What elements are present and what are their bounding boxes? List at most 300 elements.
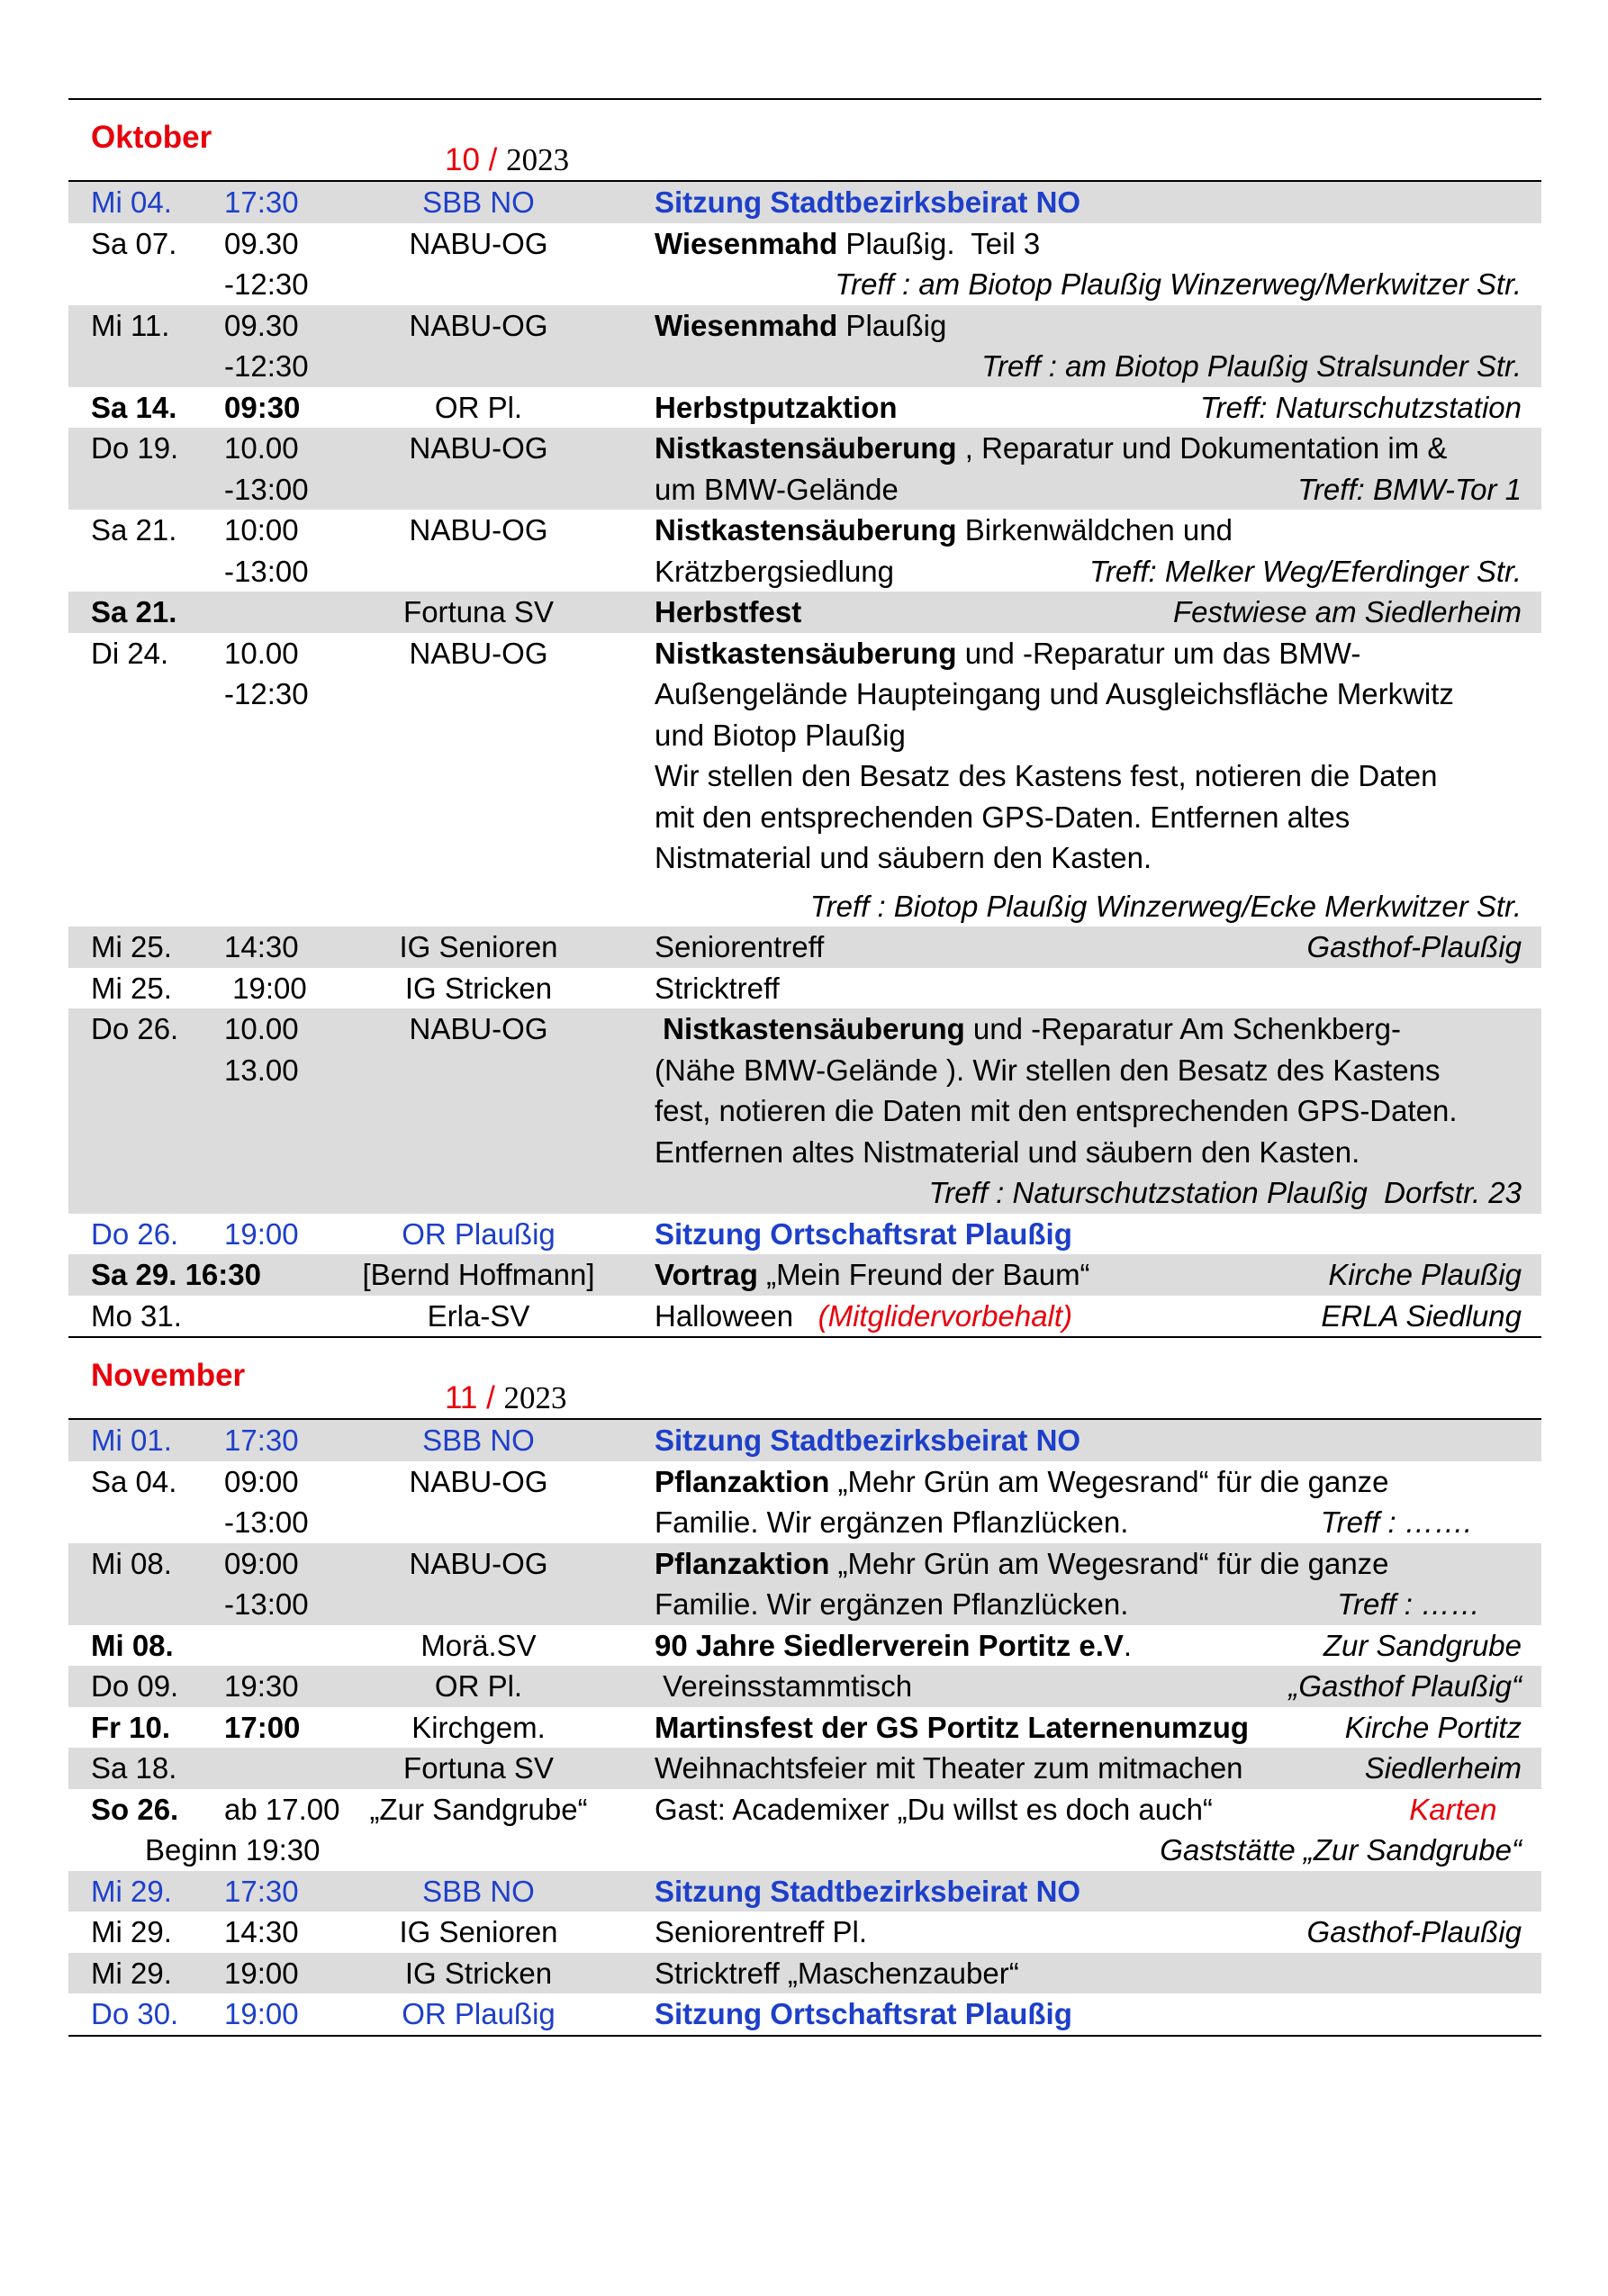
description-left	[655, 1254, 1090, 1296]
description-text: Familie. Wir ergänzen Pflanzlücken.	[655, 1505, 1129, 1539]
description-text-rest: , Reparatur und Dokumentation im &	[956, 431, 1448, 465]
description-line	[655, 551, 1522, 592]
event-time-line: 09:30	[224, 390, 301, 424]
meeting-place: Treff : Naturschutzstation Plaußig Dorfstr. 23	[928, 1176, 1522, 1209]
event-time	[188, 592, 319, 633]
event-time	[188, 428, 319, 510]
event-time	[188, 1214, 319, 1255]
description-text: Nistkastensäuberung	[655, 1012, 965, 1045]
event-description	[638, 592, 1541, 633]
month-year: 2023	[503, 1380, 567, 1415]
event-time-line: 19:00	[224, 1997, 299, 2030]
event-day: Do 30.	[91, 1997, 179, 2030]
event-description	[638, 1953, 1541, 1994]
description-line	[655, 1254, 1522, 1296]
description-text: Nistkastensäuberung	[655, 431, 957, 465]
description-text: Nistkastensäuberung	[655, 636, 957, 670]
description-line	[655, 1830, 1522, 1871]
description-left	[655, 1543, 1389, 1585]
month-name: Oktober	[91, 120, 212, 155]
event-time-line: 17:30	[224, 185, 299, 219]
description-left	[655, 1584, 1128, 1625]
description-text-rest: „Mein Freund der Baum“	[757, 1258, 1090, 1291]
description-text: Sitzung Stadtbezirksbeirat NO	[655, 1424, 1081, 1457]
table-row	[68, 592, 1541, 633]
event-description	[638, 223, 1541, 305]
event-organizer: „Zur Sandgrube“	[369, 1792, 588, 1826]
description-line	[655, 510, 1522, 551]
description-line	[655, 346, 1522, 387]
event-day: Sa 18.	[91, 1751, 177, 1785]
event-time-line: 19:30	[224, 1669, 299, 1703]
event-day: Mi 08.	[91, 1628, 174, 1662]
event-time-line: -12:30	[224, 677, 309, 710]
table-row	[68, 1625, 1541, 1667]
event-description	[638, 1543, 1541, 1625]
event-day: Mi 25.	[91, 971, 172, 1005]
event-description	[638, 927, 1541, 968]
description-line	[655, 469, 1522, 511]
event-organizer: OR Plaußig	[402, 1997, 556, 2030]
description-left	[655, 633, 1360, 674]
description-left	[655, 1050, 1440, 1091]
event-day: Mi 29.	[91, 1956, 172, 1990]
month-number: 11	[445, 1380, 478, 1415]
description-left	[655, 1132, 1360, 1173]
description-left	[655, 551, 894, 592]
table-row	[68, 1789, 1541, 1871]
description-left	[655, 223, 1040, 265]
meeting-place: Kirche Portitz	[1344, 1710, 1522, 1744]
description-line	[655, 633, 1522, 674]
description-line	[655, 1584, 1522, 1625]
meeting-place: Kirche Plaußig	[1328, 1258, 1522, 1291]
table-row	[68, 633, 1541, 927]
description-left	[655, 927, 824, 968]
event-time-line: -12:30	[224, 267, 309, 301]
event-time-line: ab 17.00	[224, 1792, 340, 1826]
description-line	[655, 1090, 1522, 1132]
description-line	[655, 182, 1522, 223]
event-description	[638, 633, 1541, 927]
description-left	[655, 1953, 1019, 1994]
description-line	[655, 1172, 1522, 1214]
description-left	[655, 387, 898, 429]
description-text: Sitzung Ortschaftsrat Plaußig	[655, 1997, 1072, 2030]
description-text: (Nähe BMW-Gelände ). Wir stellen den Besatz des Kastens	[655, 1053, 1441, 1087]
table-row	[68, 1993, 1541, 2035]
description-text: Weihnachtsfeier mit Theater zum mitmachen	[655, 1751, 1243, 1785]
event-day: Mi 11.	[91, 308, 170, 342]
description-line	[655, 673, 1522, 715]
event-day: Sa 29. 16:30	[91, 1258, 261, 1291]
event-time	[145, 1789, 340, 1871]
event-organizer: NABU-OG	[409, 513, 548, 547]
event-description	[638, 1461, 1541, 1543]
event-day: Mi 29.	[91, 1915, 172, 1948]
event-organizer: Fortuna SV	[403, 595, 554, 628]
description-line	[655, 1707, 1522, 1749]
description-line	[655, 1953, 1522, 1994]
description-line	[655, 886, 1522, 927]
event-day: Mi 25.	[91, 930, 172, 963]
table-row	[68, 1543, 1541, 1625]
meeting-place: Treff: BMW-Tor 1	[1297, 472, 1522, 506]
description-line	[655, 264, 1522, 305]
table-row	[68, 1214, 1541, 1255]
event-description	[638, 1871, 1541, 1912]
event-time	[188, 1625, 319, 1667]
month-code	[445, 1380, 567, 1416]
description-left	[655, 968, 780, 1009]
description-left	[655, 1666, 912, 1707]
event-time	[188, 633, 319, 927]
description-text: Pflanzaktion	[655, 1464, 830, 1498]
description-text: 90 Jahre Siedlerverein Portitz e.V	[655, 1628, 1124, 1662]
description-line	[655, 837, 1522, 879]
description-text: Nistmaterial und säubern den Kasten.	[655, 841, 1152, 874]
event-description	[638, 1707, 1541, 1749]
event-organizer: Fortuna SV	[403, 1751, 554, 1785]
table-row	[68, 1707, 1541, 1749]
description-text-rest: und -Reparatur um das BMW-	[956, 636, 1361, 670]
meeting-place: „Gasthof Plaußig“	[1288, 1669, 1522, 1703]
meeting-place: ERLA Siedlung	[1321, 1298, 1522, 1333]
event-time-line: 19:00	[224, 1956, 299, 1990]
description-text: Außengelände Haupteingang und Ausgleichsfläche Merkwitz	[655, 677, 1454, 710]
description-left	[655, 1625, 1132, 1667]
event-time	[188, 1953, 319, 1994]
description-line	[655, 1871, 1522, 1912]
event-time	[188, 1008, 319, 1214]
event-time-line: -12:30	[224, 349, 309, 383]
description-line	[655, 1502, 1522, 1543]
description-text: Gast: Academixer „Du willst es doch auch“	[655, 1792, 1213, 1826]
description-left	[655, 1912, 867, 1953]
description-text: Herbstfest	[655, 595, 802, 628]
month-name: November	[91, 1358, 246, 1393]
description-left	[655, 1707, 1249, 1749]
event-time-line: 17:00	[224, 1710, 301, 1744]
table-row	[68, 1254, 1541, 1296]
event-time	[188, 1871, 319, 1912]
event-time-line: 17:30	[224, 1874, 299, 1908]
meeting-place: Zur Sandgrube	[1323, 1628, 1522, 1662]
member-note: (Mitglidervorbehalt)	[818, 1298, 1073, 1333]
event-start-time: Beginn 19:30	[145, 1833, 321, 1867]
description-text: Wiesenmahd	[655, 308, 838, 342]
description-text: und Biotop Plaußig	[655, 718, 906, 752]
meeting-place: Treff : …….	[1320, 1505, 1522, 1539]
description-left	[655, 755, 1437, 797]
description-text-rest: Plaußig	[837, 308, 947, 342]
description-left	[655, 1008, 1401, 1050]
event-day: Do 26.	[91, 1216, 179, 1251]
meeting-place: Treff: Melker Weg/Eferdinger Str.	[1089, 554, 1522, 588]
table-row	[68, 1296, 1541, 1337]
event-time-line: -13:00	[224, 1587, 309, 1621]
table-row	[68, 428, 1541, 510]
event-time-line: -13:00	[224, 1505, 309, 1539]
month-header	[68, 1338, 1541, 1418]
description-text: Stricktreff	[655, 971, 780, 1005]
event-day: Do 09.	[91, 1669, 179, 1703]
event-time-line: 19:00	[224, 1216, 299, 1251]
event-description	[638, 968, 1541, 1009]
description-left	[655, 510, 1233, 551]
event-time-line: 09.30	[224, 226, 299, 260]
description-line	[655, 715, 1522, 756]
description-line	[655, 1789, 1522, 1830]
meeting-place: Treff : am Biotop Plaußig Winzerweg/Merkwitzer Str.	[835, 267, 1522, 301]
meeting-place: Treff : Biotop Plaußig Winzerweg/Ecke Merkwitzer Str.	[809, 889, 1522, 923]
month-header	[68, 100, 1541, 180]
description-text: Familie. Wir ergänzen Pflanzlücken.	[655, 1587, 1129, 1621]
table-row	[68, 223, 1541, 305]
description-left	[655, 1789, 1213, 1830]
event-time	[188, 968, 319, 1009]
month-year: 2023	[506, 142, 570, 177]
event-description	[638, 1912, 1541, 1953]
description-line	[655, 1132, 1522, 1173]
description-line	[655, 387, 1522, 429]
description-text: Sitzung Stadtbezirksbeirat NO	[655, 1874, 1081, 1908]
description-text: Pflanzaktion	[655, 1546, 830, 1580]
month-code	[445, 142, 569, 178]
event-time	[188, 1666, 319, 1707]
event-description	[638, 1008, 1541, 1214]
event-time	[188, 1993, 319, 2035]
event-time	[188, 1912, 319, 1953]
description-text: Nistkastensäuberung	[655, 513, 957, 547]
description-left	[655, 1748, 1243, 1789]
event-time	[188, 510, 319, 592]
event-organizer: NABU-OG	[409, 1464, 548, 1498]
description-left	[655, 1214, 1072, 1255]
description-text: Krätzbergsiedlung	[655, 554, 894, 588]
event-time	[188, 1296, 319, 1337]
table-row	[68, 510, 1541, 592]
event-organizer: IG Stricken	[404, 971, 553, 1005]
event-organizer: Morä.SV	[420, 1628, 537, 1662]
description-left	[655, 837, 1152, 879]
description-line	[655, 1050, 1522, 1091]
description-text: Sitzung Stadtbezirksbeirat NO	[655, 185, 1081, 219]
description-line	[655, 1420, 1522, 1461]
meeting-place: Gaststätte „Zur Sandgrube“	[1160, 1833, 1522, 1867]
description-line	[655, 797, 1522, 838]
event-organizer: IG Senioren	[399, 930, 558, 963]
description-left	[655, 182, 1080, 223]
description-text-rest: „Mehr Grün am Wegesrand“ für die ganze	[829, 1546, 1389, 1580]
event-description	[638, 1296, 1541, 1337]
event-description	[638, 1625, 1541, 1667]
event-description	[638, 1748, 1541, 1789]
event-organizer: NABU-OG	[409, 226, 548, 260]
description-line	[655, 1625, 1522, 1667]
event-organizer: IG Senioren	[399, 1915, 558, 1948]
event-organizer: Kirchgem.	[411, 1710, 546, 1744]
description-text-rest: .	[1123, 1628, 1133, 1662]
event-day: Sa 07.	[91, 226, 177, 260]
event-time	[188, 1420, 319, 1461]
event-time-line: 14:30	[224, 930, 299, 963]
description-text: Entfernen altes Nistmaterial und säubern den Kasten.	[655, 1134, 1360, 1169]
event-description	[638, 1993, 1541, 2035]
event-time-line: 10:00	[224, 513, 299, 547]
table-row	[68, 305, 1541, 387]
event-organizer: [Bernd Hoffmann]	[362, 1258, 595, 1291]
description-text: um BMW-Gelände	[655, 472, 899, 506]
description-left	[655, 592, 801, 633]
table-row	[68, 1461, 1541, 1543]
description-left	[655, 1090, 1458, 1132]
description-text-rest: und -Reparatur Am Schenkberg-	[964, 1012, 1402, 1045]
description-text: Vortrag	[655, 1258, 758, 1291]
event-time-line: 19:00	[224, 971, 307, 1005]
meeting-place: Gasthof-Plaußig	[1306, 930, 1522, 963]
event-organizer: NABU-OG	[409, 308, 548, 342]
table-row	[68, 1420, 1541, 1461]
event-time	[188, 223, 319, 305]
description-line	[655, 1296, 1522, 1337]
description-line	[655, 1912, 1522, 1953]
description-text: mit den entsprechenden GPS-Daten. Entfernen altes	[655, 800, 1351, 834]
event-time	[188, 1707, 319, 1749]
event-day: Mi 08.	[91, 1546, 172, 1580]
table-row	[68, 968, 1541, 1009]
description-text: Wiesenmahd	[655, 226, 838, 260]
event-organizer: NABU-OG	[409, 636, 548, 670]
event-day: Di 24.	[91, 636, 169, 670]
event-day: Sa 14.	[91, 390, 177, 424]
description-text: fest, notieren die Daten mit den entsprechenden GPS-Daten.	[655, 1094, 1458, 1127]
event-time-line: 10.00	[224, 431, 299, 465]
event-organizer: SBB NO	[422, 185, 535, 219]
event-day: Sa 21.	[91, 513, 177, 547]
description-line	[655, 1543, 1522, 1585]
event-organizer: OR Pl.	[434, 1669, 523, 1703]
meeting-place: Gasthof-Plaußig	[1306, 1915, 1522, 1948]
event-time-line: 10.00	[224, 1012, 299, 1045]
description-left	[655, 1871, 1080, 1912]
tickets-note: Karten	[1409, 1792, 1522, 1826]
table-row	[68, 1912, 1541, 1953]
event-day: Do 26.	[91, 1012, 179, 1045]
description-line	[655, 305, 1522, 347]
table-row	[68, 182, 1541, 223]
meeting-place: Siedlerheim	[1364, 1751, 1522, 1785]
meeting-place: Treff: Naturschutzstation	[1199, 390, 1522, 424]
event-organizer: SBB NO	[422, 1874, 535, 1908]
event-time-line: 14:30	[224, 1915, 299, 1948]
event-description	[638, 510, 1541, 592]
description-left	[655, 1461, 1389, 1503]
description-text: Halloween	[655, 1298, 818, 1333]
event-time	[188, 1748, 319, 1789]
event-description	[638, 1214, 1541, 1255]
event-time-line: -13:00	[224, 554, 309, 588]
description-text-rest: „Mehr Grün am Wegesrand“ für die ganze	[829, 1464, 1389, 1498]
event-time	[188, 927, 319, 968]
event-time	[188, 305, 319, 387]
event-organizer: OR Plaußig	[402, 1216, 556, 1251]
event-description	[638, 182, 1541, 223]
event-organizer: SBB NO	[422, 1424, 535, 1457]
description-text: Herbstputzaktion	[655, 390, 898, 424]
table-row	[68, 1953, 1541, 1994]
event-organizer: NABU-OG	[409, 431, 548, 465]
description-left	[655, 715, 906, 756]
description-left	[655, 1502, 1128, 1543]
event-description	[638, 1420, 1541, 1461]
event-time-line: 10.00	[224, 636, 299, 670]
event-organizer: NABU-OG	[409, 1546, 548, 1580]
month-number: 10	[445, 142, 480, 177]
event-time-line: 13.00	[224, 1053, 299, 1087]
event-time	[188, 182, 319, 223]
description-text-rest: Plaußig. Teil 3	[837, 226, 1041, 260]
event-time-line: -13:00	[224, 472, 309, 506]
description-left	[655, 1993, 1072, 2035]
description-text: Martinsfest der GS Portitz Laternenumzug	[655, 1710, 1250, 1744]
table-row	[68, 1008, 1541, 1214]
event-time-line: 09.30	[224, 308, 299, 342]
event-day: So 26.	[91, 1792, 179, 1826]
description-line	[655, 968, 1522, 1009]
meeting-place: Treff : ……	[1337, 1587, 1522, 1621]
month-bottom-rule	[68, 2035, 1541, 2037]
description-left	[655, 1420, 1080, 1461]
event-description	[638, 387, 1541, 429]
table-row	[68, 1748, 1541, 1789]
event-time-line: 09:00	[224, 1464, 299, 1498]
description-text: Wir stellen den Besatz des Kastens fest, notieren die Daten	[655, 759, 1438, 792]
event-description	[638, 1666, 1541, 1707]
event-organizer: IG Stricken	[404, 1956, 553, 1990]
event-day: Mi 01.	[91, 1424, 172, 1457]
event-day: Mo 31.	[91, 1298, 182, 1333]
table-row	[68, 1666, 1541, 1707]
meeting-place: Treff : am Biotop Plaußig Stralsunder Str.	[981, 349, 1522, 383]
event-day: Sa 21.	[91, 595, 177, 628]
description-left	[655, 305, 946, 347]
event-organizer: Erla-SV	[427, 1298, 530, 1333]
description-line	[655, 1993, 1522, 2035]
description-text: Sitzung Ortschaftsrat Plaußig	[655, 1216, 1072, 1251]
event-description	[638, 428, 1541, 510]
event-time-line: 09:00	[224, 1546, 299, 1580]
event-description	[638, 1789, 1541, 1871]
table-row	[68, 927, 1541, 968]
event-day: Mi 29.	[91, 1874, 172, 1908]
event-time	[188, 387, 319, 429]
description-left	[655, 1296, 1072, 1337]
table-row	[68, 1871, 1541, 1912]
event-day: Fr 10.	[91, 1710, 171, 1744]
description-line	[655, 428, 1522, 469]
description-left	[655, 469, 899, 511]
description-line	[655, 1666, 1522, 1707]
description-left	[655, 797, 1350, 838]
description-line	[655, 223, 1522, 265]
description-text: Stricktreff „Maschenzauber“	[655, 1956, 1019, 1990]
month-slash: /	[479, 142, 507, 177]
meeting-place: Festwiese am Siedlerheim	[1173, 595, 1522, 628]
event-description	[638, 305, 1541, 387]
description-line	[655, 1008, 1522, 1050]
description-line	[655, 755, 1522, 797]
